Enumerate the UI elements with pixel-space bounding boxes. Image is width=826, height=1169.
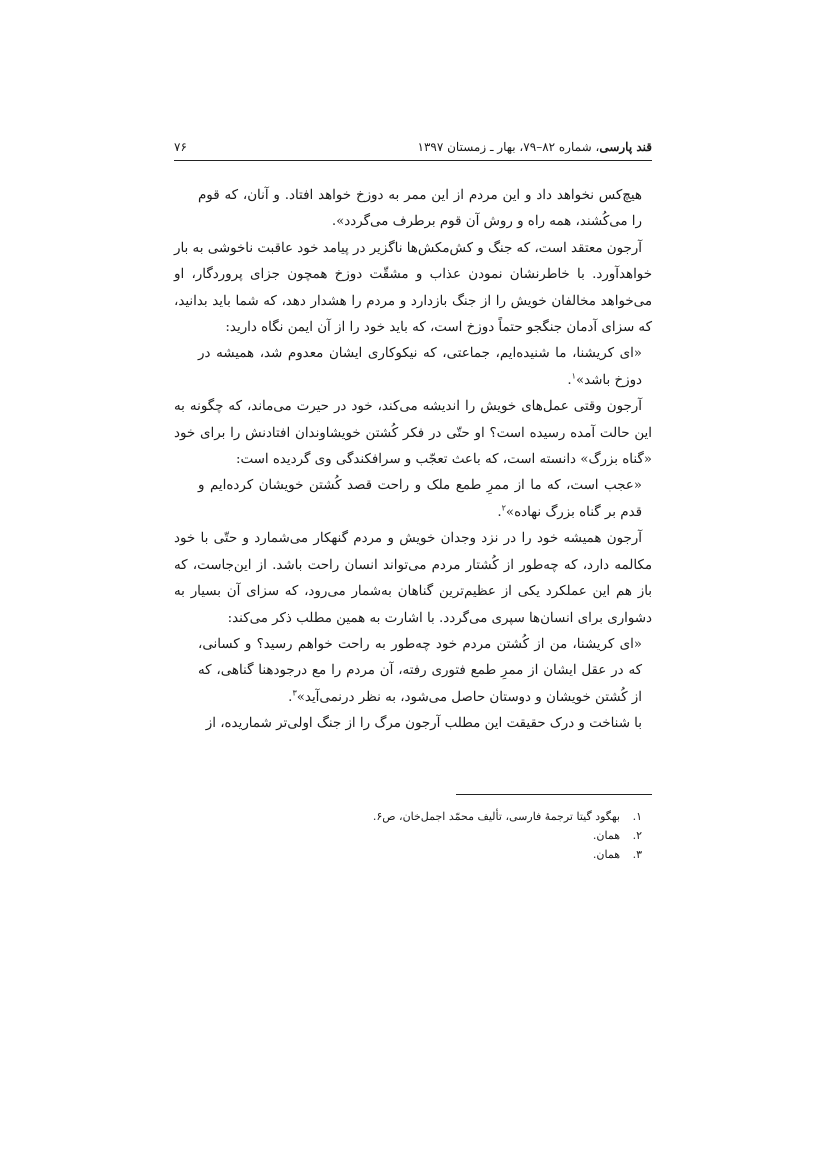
quoted-passage <box>174 183 652 236</box>
paragraph-text: «ای کریشنا، من از کُشتن مردم خود چه‌طور به راحت خواهم رسید؟ و کسانی، که در عقل ایشان از ممرِ طمع فتوری رفته، آن مردم را مع درجودهنا گناهی، که از کُشتن خویشان و دوستان حاصل می‌شود، به نظر درنمی‌آید» <box>198 636 642 705</box>
footnote-reference[interactable]: ۱ <box>571 371 576 381</box>
paragraph-text: آرجون معتقد است، که جنگ و کش‌مکش‌ها ناگزیر در پیامد خود عاقبت ناخوشی به بار خواهدآورد. با خاطرنشان نمودن عذاب و مشقّت دوزخ همچون جزای پروردگار، او می‌خواهد مخالفان خویش را از جنگ بازدارد و مردم را هشدار دهد، که شما باید بدانید، که سزای آدمان جنگجو حتماً دوزخ است، که باید خود را از آن ایمن نگاه دارید: <box>174 240 652 336</box>
footnote-text: بهگود گیتا ترجمهٔ فارسی، تألیف محمّد اجمل‌خان، ص۶. <box>372 809 620 823</box>
issue-info: ، شماره ۸۲–۷۹، بهار ـ زمستان ۱۳۹۷ <box>417 140 600 154</box>
footnote-text: همان. <box>592 828 620 842</box>
quoted-passage: «ای کریشنا، ما شنیده‌ایم، جماعتی، که نیکوکاری ایشان معدوم شد، همیشه در دوزخ باشد»$^۱$. <box>198 346 642 388</box>
footnote-number: ۱. <box>632 809 642 823</box>
body-paragraph <box>174 394 652 473</box>
quoted-passage: «عجب است، که ما از ممرِ طمع ملک و راحت قصد کُشتن خویشان کرده‌ایم و قدم بر گناه بزرگ نهاده»$^۲$. <box>198 478 642 520</box>
document-page <box>174 140 652 864</box>
paragraph-text: «عجب است، که ما از ممرِ طمع ملک و راحت قصد کُشتن خویشان کرده‌ایم و قدم بر گناه بزرگ نهاده» <box>198 478 642 520</box>
footnote-separator <box>456 794 652 795</box>
footnotes <box>174 807 652 864</box>
footnote-item <box>174 826 642 845</box>
paragraph-text: با شناخت و درک حقیقت این مطلب آرجون مرگ را از جنگ اولی‌تر شماریده، از <box>205 716 642 732</box>
footnote-reference[interactable]: ۲ <box>501 503 506 513</box>
body-text <box>174 183 652 738</box>
body-paragraph <box>174 236 652 342</box>
paragraph-text: آرجون همیشه خود را در نزد وجدان خویش و مردم گنهکار می‌شمارد و حتّی با خود مکالمه دارد، که چه‌طور از کُشتار مردم می‌تواند انسان راحت باشد. از این‌جاست، که باز هم این عملکرد یکی از عظیم‌ترین گناهان به‌شمار می‌رود، که سزای آن بسیار به دشواری برای انسان‌ها سپری می‌گردد. با اشارت به همین مطلب ذکر می‌کند: <box>174 531 652 626</box>
paragraph-text: هیچ‌کس نخواهد داد و این مردم از این ممر به دوزخ خواهد افتاد. و آنان، که قوم را می‌کُشند، همه راه و روش آن قوم برطرف می‌گردد». <box>198 188 642 230</box>
footnote-item <box>174 807 642 826</box>
paragraph-text: آرجون وقتی عمل‌های خویش را اندیشه می‌کند، خود در حیرت می‌ماند، که چگونه به این حالت آمده رسیده است؟ او حتّی در فکر کُشتن خویشاوندان افتادنش را برای خود «گناه بزرگ» دانسته است، که باعث تعجّب و سرافکندگی وی گردیده است: <box>174 399 652 468</box>
body-paragraph <box>174 526 652 632</box>
page-number: ۷۶ <box>174 140 187 154</box>
quoted-passage: «ای کریشنا، من از کُشتن مردم خود چه‌طور به راحت خواهم رسید؟ و کسانی، که در عقل ایشان از ممرِ طمع فتوری رفته، آن مردم را مع درجودهنا گناهی، که از کُشتن خویشان و دوستان حاصل می‌شود، به نظر درنمی‌آید»$^۳$. <box>198 636 642 705</box>
journal-name: قند پارسی <box>599 140 652 154</box>
footnote-reference[interactable]: ۳ <box>292 688 297 698</box>
footnote-number: ۳. <box>632 847 642 861</box>
footnote-item <box>174 845 642 864</box>
body-paragraph <box>174 711 652 737</box>
paragraph-text: «ای کریشنا، ما شنیده‌ایم، جماعتی، که نیکوکاری ایشان معدوم شد، همیشه در دوزخ باشد» <box>198 346 642 388</box>
footnote-text: همان. <box>592 847 620 861</box>
footnote-number: ۲. <box>632 828 642 842</box>
running-header <box>174 140 652 161</box>
journal-citation <box>418 140 652 154</box>
